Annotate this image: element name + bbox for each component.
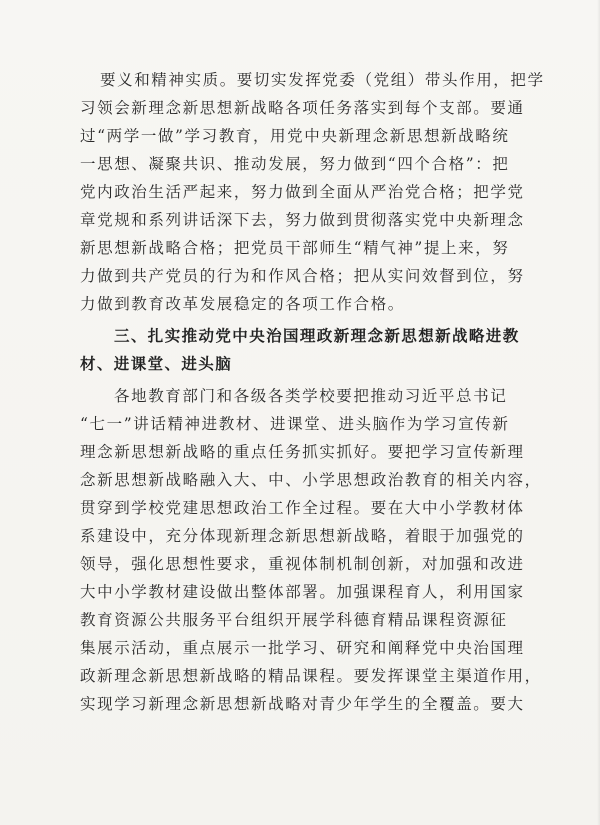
text-line: “七一”讲话精神进教材、进课堂、进头脑作为学习宣传新 [80, 415, 510, 433]
text-line: 力做到共产党员的行为和作风合格；把从实问效督到位，努 [80, 267, 525, 285]
text-line: 大中小学教材建设做出整体部署。加强课程育人，利用国家 [80, 583, 525, 601]
text-line: 过“两学一做”学习教育，用党中央新理念新思想新战略统 [80, 127, 510, 145]
text-line: 系建设中，充分体现新理念新思想新战略，着眼于加强党的 [80, 527, 525, 545]
text-line: 领导，强化思想性要求，重视体制机制创新，对加强和改进 [80, 555, 525, 573]
text-line: 贯穿到学校党建思想政治工作全过程。要在大中小学教材体 [80, 499, 525, 517]
paragraph-1 [80, 66, 545, 318]
text-line: 新思想新战略合格；把党员干部师生“精气神”提上来，努 [80, 239, 510, 257]
text-line: 集展示活动，重点展示一批学习、研究和阐释党中央治国理 [80, 639, 525, 657]
text-line: 理念新思想新战略的重点任务抓实抓好。要把学习宣传新理 [80, 443, 525, 461]
text-line: 力做到教育改革发展稳定的各项工作合格。 [80, 295, 405, 313]
text-line: 各地教育部门和各级各类学校要把推动习近平总书记 [114, 387, 508, 405]
heading-line: 三、扎实推动党中央治国理政新理念新思想新战略进教 [114, 327, 520, 345]
text-line: 教育资源公共服务平台组织开展学科德育精品课程资源征 [80, 611, 508, 629]
text-line: 念新思想新战略融入大、中、小学思想政治教育的相关内容， [80, 471, 542, 489]
text-line: 习领会新理念新思想新战略各项任务落实到每个支部。要通 [80, 99, 525, 117]
paragraph-2 [80, 382, 542, 718]
section-heading [80, 322, 520, 378]
text-line: 章党规和系列讲话深下去，努力做到贯彻落实党中央新理念 [80, 211, 525, 229]
text-line: 要义和精神实质。要切实发挥党委（党组）带头作用，把学 [100, 71, 545, 89]
text-line: 实现学习新理念新思想新战略对青少年学生的全覆盖。要大 [80, 695, 525, 713]
text-line: 政新理念新思想新战略的精品课程。要发挥课堂主渠道作用， [80, 667, 542, 685]
text-line: 一思想、凝聚共识、推动发展，努力做到“四个合格”：把 [80, 155, 510, 173]
text-line: 党内政治生活严起来，努力做到全面从严治党合格；把学党 [80, 183, 525, 201]
heading-line: 材、进课堂、进头脑 [80, 355, 233, 373]
